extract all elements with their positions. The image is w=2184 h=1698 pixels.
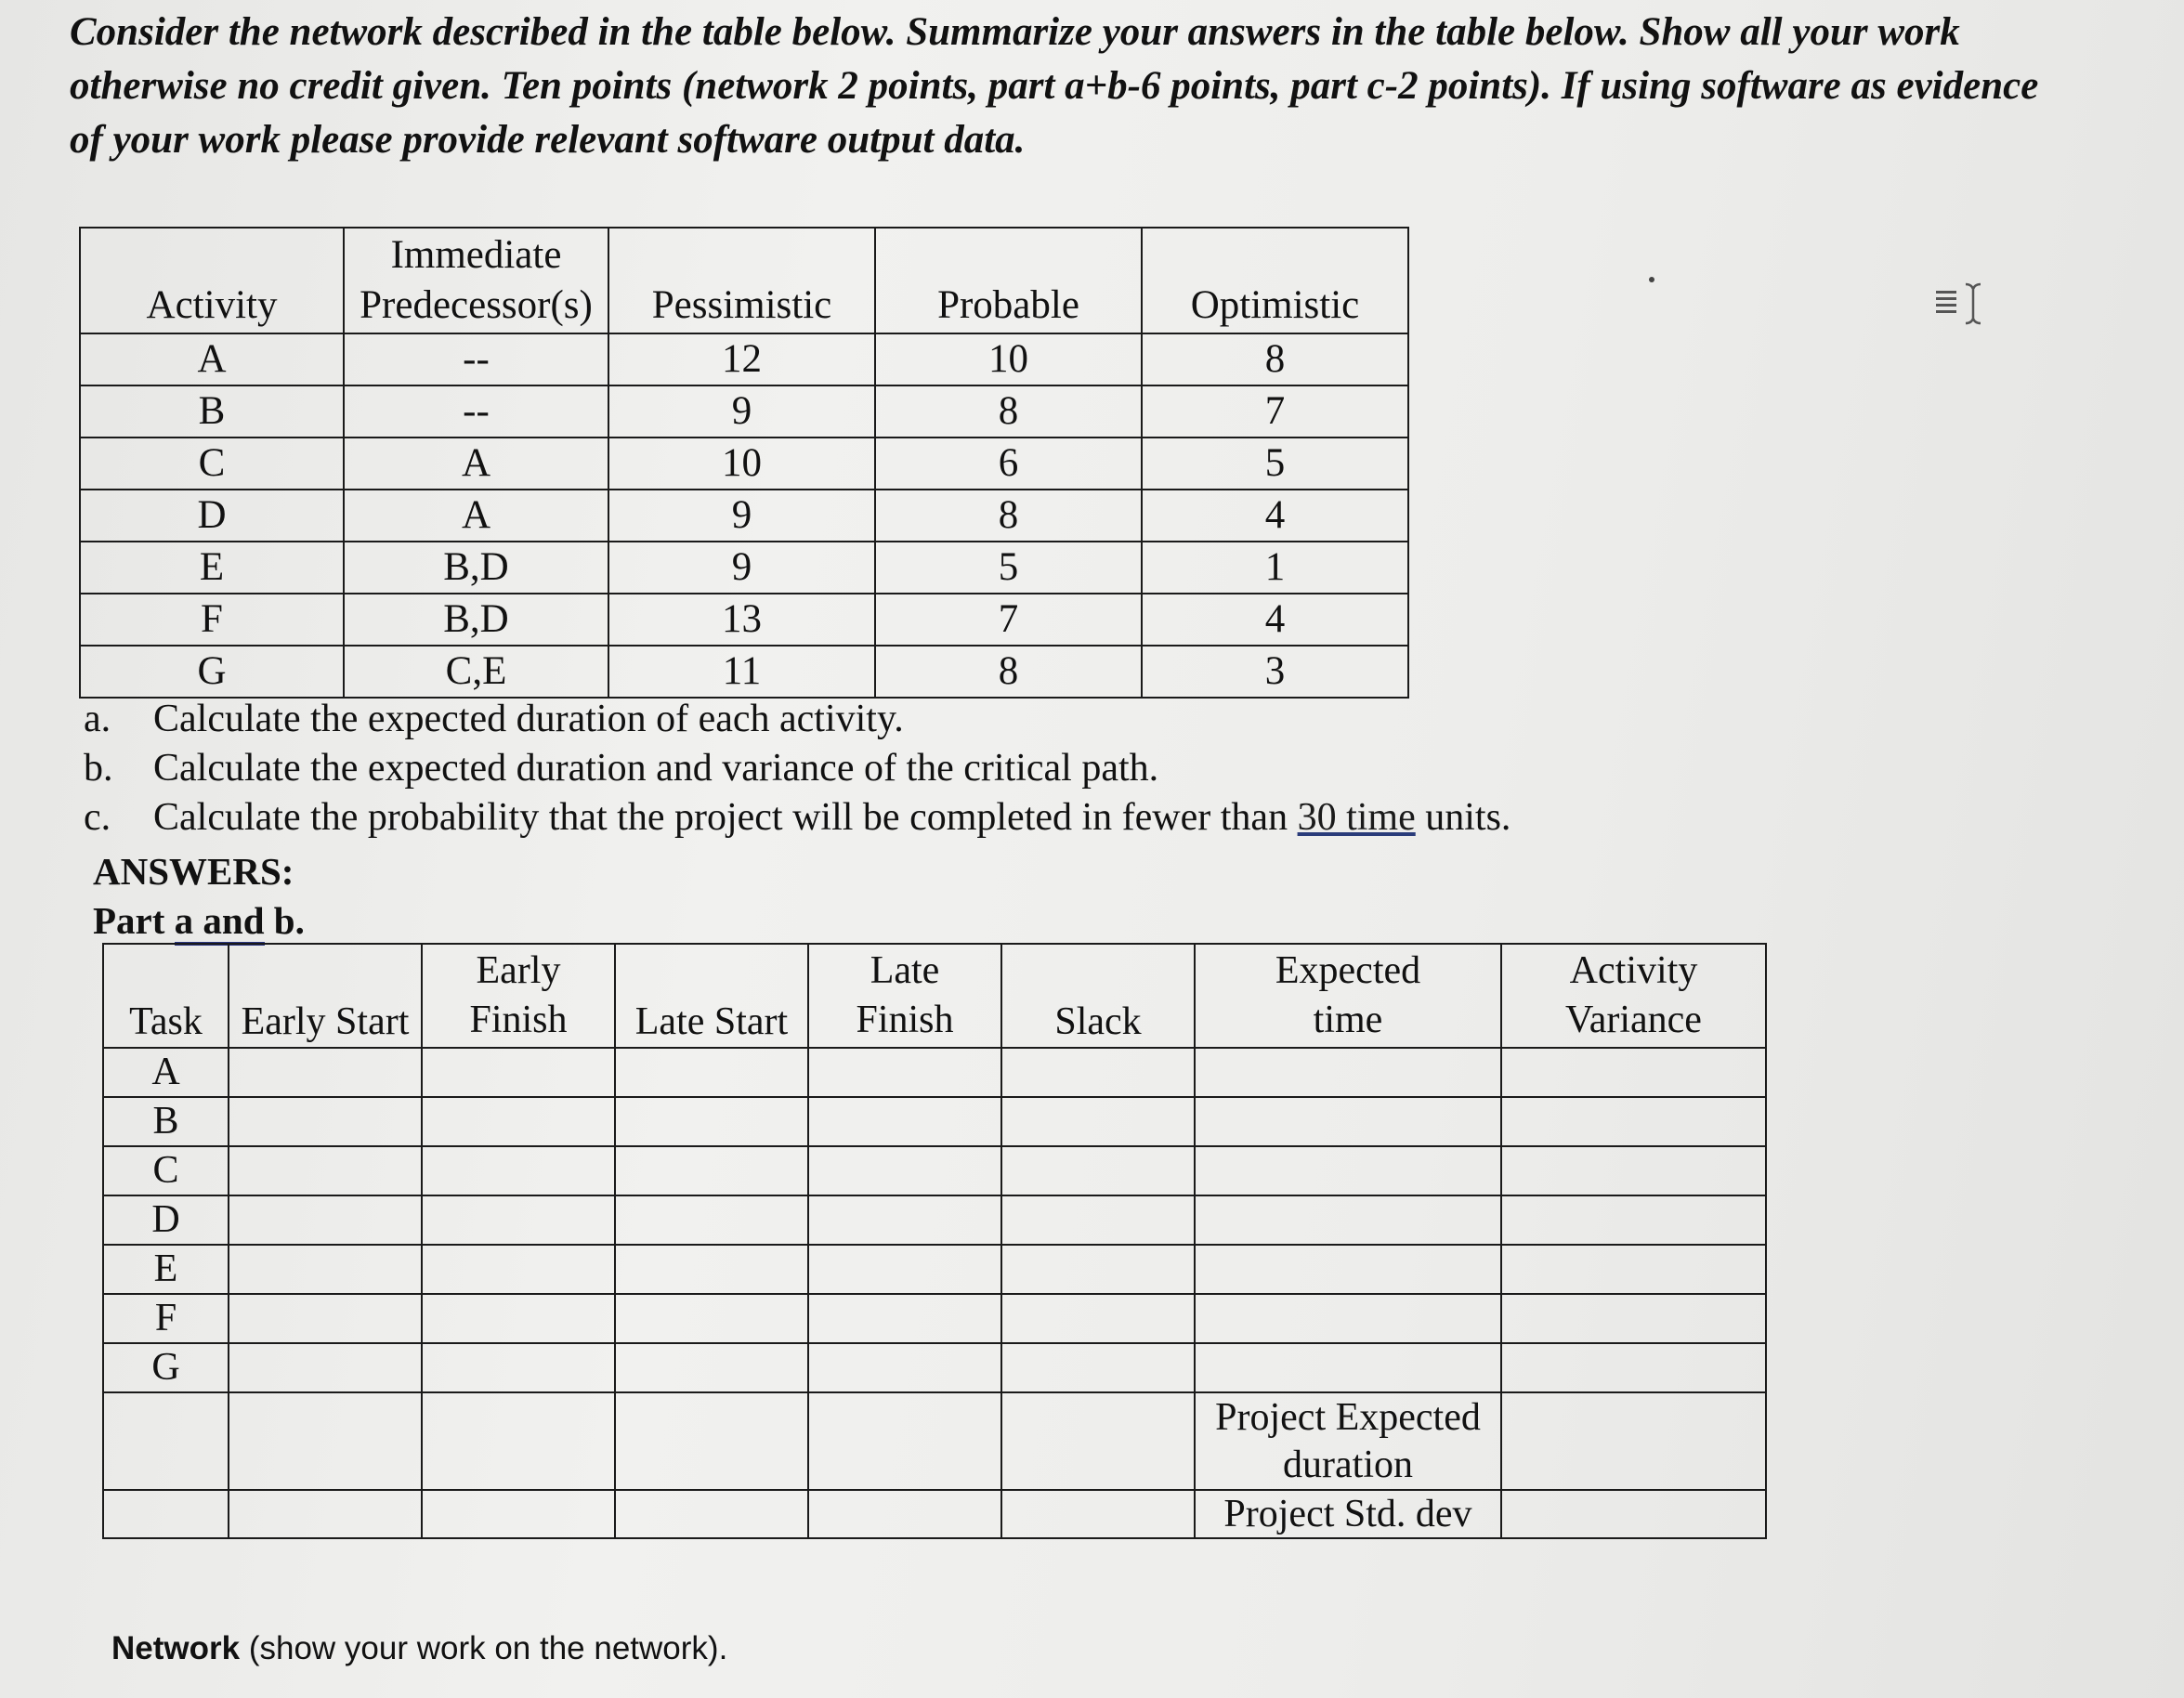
late-start-cell[interactable] (615, 1294, 808, 1343)
optimistic-header: Optimistic (1142, 228, 1408, 333)
underlined-threshold: 30 time (1297, 796, 1416, 839)
table-row (103, 1294, 1766, 1343)
predecessor-header-line1: Immediate (390, 233, 562, 277)
question-text-end: units. (1415, 796, 1511, 839)
expected-time-cell[interactable] (1195, 1097, 1501, 1146)
project-expected-line2: duration (1283, 1443, 1413, 1486)
network-note-rest: (show your work on the network). (240, 1630, 728, 1666)
empty-cell (1001, 1490, 1195, 1538)
variance-cell[interactable] (1501, 1097, 1766, 1146)
empty-cell (229, 1490, 422, 1538)
probable-cell: 5 (875, 542, 1142, 594)
probable-header: Probable (875, 228, 1142, 333)
table-row (80, 490, 1408, 542)
variance-cell[interactable] (1501, 1048, 1766, 1097)
answer-table-header-row (103, 944, 1766, 1048)
speck-mark (1649, 277, 1654, 282)
predecessor-cell: B,D (344, 594, 608, 646)
predecessor-cell: B,D (344, 542, 608, 594)
early-finish-cell[interactable] (422, 1343, 615, 1392)
activity-cell: B (80, 385, 344, 438)
task-header (103, 944, 229, 1048)
variance-line2: Variance (1565, 999, 1702, 1041)
late-start-cell[interactable] (615, 1343, 808, 1392)
slack-label: Slack (1054, 1000, 1142, 1043)
table-row (103, 1097, 1766, 1146)
late-start-cell[interactable] (615, 1097, 808, 1146)
late-start-label: Late Start (634, 1000, 789, 1043)
probable-cell: 6 (875, 438, 1142, 490)
table-row (80, 594, 1408, 646)
variance-cell[interactable] (1501, 1195, 1766, 1245)
empty-cell (808, 1490, 1001, 1538)
expected-time-cell[interactable] (1195, 1343, 1501, 1392)
early-finish-cell[interactable] (422, 1294, 615, 1343)
part-label-prefix: Part (93, 899, 175, 942)
late-finish-line1: Late (870, 949, 940, 992)
task-cell: B (103, 1097, 229, 1146)
table-row (80, 385, 1408, 438)
activity-cell: F (80, 594, 344, 646)
activity-cell: C (80, 438, 344, 490)
activity-data-table (79, 227, 1409, 699)
question-text: Calculate the probability that the project will be completed in fewer than (153, 796, 1298, 839)
question-text: Calculate the expected duration and variance of the critical path. (153, 747, 1159, 790)
project-std-dev-label: Project Std. dev (1195, 1490, 1501, 1538)
answer-table (102, 943, 1767, 1539)
pessimistic-cell: 9 (608, 385, 875, 438)
slack-cell[interactable] (1001, 1343, 1195, 1392)
table-row (103, 1146, 1766, 1195)
variance-cell[interactable] (1501, 1343, 1766, 1392)
activity-cell: D (80, 490, 344, 542)
late-start-cell[interactable] (615, 1195, 808, 1245)
slack-cell[interactable] (1001, 1097, 1195, 1146)
empty-cell (103, 1490, 229, 1538)
part-label-underlined: a and (175, 899, 265, 946)
predecessor-cell: -- (344, 385, 608, 438)
late-finish-cell[interactable] (808, 1343, 1001, 1392)
probable-cell: 10 (875, 333, 1142, 385)
early-finish-cell[interactable] (422, 1048, 615, 1097)
question-letter: b. (84, 747, 113, 790)
pessimistic-cell: 12 (608, 333, 875, 385)
empty-cell (1001, 1392, 1195, 1490)
pessimistic-cell: 9 (608, 542, 875, 594)
late-finish-header (808, 944, 1001, 1048)
optimistic-cell: 4 (1142, 594, 1408, 646)
project-std-dev-value[interactable] (1501, 1490, 1766, 1538)
table-row (80, 646, 1408, 698)
late-finish-line2: Finish (856, 999, 954, 1041)
early-start-label: Early Start (241, 1000, 410, 1043)
activity-variance-header (1501, 944, 1766, 1048)
early-finish-cell[interactable] (422, 1195, 615, 1245)
question-letter: c. (84, 796, 111, 839)
empty-cell (229, 1392, 422, 1490)
slack-cell[interactable] (1001, 1146, 1195, 1195)
probable-cell: 8 (875, 385, 1142, 438)
late-finish-cell[interactable] (808, 1048, 1001, 1097)
variance-cell[interactable] (1501, 1146, 1766, 1195)
empty-cell (103, 1392, 229, 1490)
empty-cell (808, 1392, 1001, 1490)
optimistic-cell: 3 (1142, 646, 1408, 698)
early-start-cell[interactable] (229, 1343, 422, 1392)
task-header-label: Task (129, 1000, 203, 1043)
table-row (80, 333, 1408, 385)
question-list (84, 695, 1510, 842)
predecessor-header-line2: Predecessor(s) (360, 283, 593, 327)
early-start-cell[interactable] (229, 1195, 422, 1245)
project-expected-line1: Project Expected (1215, 1395, 1481, 1439)
task-cell: G (103, 1343, 229, 1392)
task-cell: C (103, 1146, 229, 1195)
project-expected-label (1195, 1392, 1501, 1490)
table-row (103, 1343, 1766, 1392)
early-finish-cell[interactable] (422, 1146, 615, 1195)
early-finish-cell[interactable] (422, 1097, 615, 1146)
probable-cell: 8 (875, 646, 1142, 698)
variance-cell[interactable] (1501, 1294, 1766, 1343)
slack-cell[interactable] (1001, 1294, 1195, 1343)
empty-cell (615, 1490, 808, 1538)
project-std-dev-row (103, 1490, 1766, 1538)
optimistic-cell: 7 (1142, 385, 1408, 438)
predecessor-cell: A (344, 490, 608, 542)
activity-cell: E (80, 542, 344, 594)
optimistic-cell: 4 (1142, 490, 1408, 542)
expected-line2: time (1313, 999, 1383, 1041)
late-start-cell[interactable] (615, 1146, 808, 1195)
expected-line1: Expected (1275, 949, 1421, 992)
project-expected-row (103, 1392, 1766, 1490)
early-finish-header (422, 944, 615, 1048)
slack-cell[interactable] (1001, 1195, 1195, 1245)
early-start-cell[interactable] (229, 1245, 422, 1294)
variance-line1: Activity (1569, 949, 1698, 992)
predecessor-header (344, 228, 608, 333)
optimistic-cell: 8 (1142, 333, 1408, 385)
empty-cell (422, 1490, 615, 1538)
late-finish-cell[interactable] (808, 1245, 1001, 1294)
table-row (103, 1048, 1766, 1097)
variance-cell[interactable] (1501, 1245, 1766, 1294)
data-table-header-row (80, 228, 1408, 333)
early-finish-line1: Early (476, 949, 561, 992)
early-start-cell[interactable] (229, 1294, 422, 1343)
early-finish-cell[interactable] (422, 1245, 615, 1294)
late-finish-cell[interactable] (808, 1195, 1001, 1245)
task-cell: A (103, 1048, 229, 1097)
late-start-cell[interactable] (615, 1048, 808, 1097)
empty-cell (615, 1392, 808, 1490)
question-c (84, 793, 1510, 842)
activity-cell: G (80, 646, 344, 698)
activity-cell: A (80, 333, 344, 385)
activity-header: Activity (80, 228, 344, 333)
pessimistic-header: Pessimistic (608, 228, 875, 333)
network-note-bold: Network (111, 1630, 241, 1666)
slack-header (1001, 944, 1195, 1048)
early-start-cell[interactable] (229, 1048, 422, 1097)
pessimistic-cell: 11 (608, 646, 875, 698)
predecessor-cell: A (344, 438, 608, 490)
probable-cell: 8 (875, 490, 1142, 542)
predecessor-cell: -- (344, 333, 608, 385)
question-a (84, 695, 1510, 744)
table-row (80, 542, 1408, 594)
late-start-header (615, 944, 808, 1048)
table-row (103, 1245, 1766, 1294)
instructions: Consider the network described in the table below. Summarize your answers in the table below. Show all your work otherwise no credit given. Ten points (network 2 points, part a+b-6 points, part c-2 points). If using software as evidence of your work please provide relevant software output data. (70, 10, 2039, 162)
probable-cell: 7 (875, 594, 1142, 646)
expected-time-cell[interactable] (1195, 1294, 1501, 1343)
predecessor-cell: C,E (344, 646, 608, 698)
network-note (111, 1630, 727, 1667)
expected-time-header (1195, 944, 1501, 1048)
table-row (103, 1195, 1766, 1245)
optimistic-cell: 5 (1142, 438, 1408, 490)
early-finish-line2: Finish (469, 999, 568, 1041)
text-cursor-icon (1934, 281, 1990, 327)
question-text: Calculate the expected duration of each activity. (153, 698, 904, 740)
task-cell: F (103, 1294, 229, 1343)
part-label-suffix: b. (264, 899, 305, 942)
expected-time-cell[interactable] (1195, 1146, 1501, 1195)
optimistic-cell: 1 (1142, 542, 1408, 594)
early-start-header (229, 944, 422, 1048)
pessimistic-cell: 13 (608, 594, 875, 646)
late-start-cell[interactable] (615, 1245, 808, 1294)
part-label (93, 896, 305, 945)
expected-time-cell[interactable] (1195, 1245, 1501, 1294)
late-finish-cell[interactable] (808, 1146, 1001, 1195)
late-finish-cell[interactable] (808, 1294, 1001, 1343)
question-letter: a. (84, 698, 111, 740)
expected-time-cell[interactable] (1195, 1048, 1501, 1097)
empty-cell (422, 1392, 615, 1490)
project-expected-value[interactable] (1501, 1392, 1766, 1490)
early-start-cell[interactable] (229, 1146, 422, 1195)
pessimistic-cell: 10 (608, 438, 875, 490)
pessimistic-cell: 9 (608, 490, 875, 542)
question-b (84, 744, 1510, 793)
answers-heading: ANSWERS: (93, 850, 294, 893)
expected-time-cell[interactable] (1195, 1195, 1501, 1245)
task-cell: D (103, 1195, 229, 1245)
late-finish-cell[interactable] (808, 1097, 1001, 1146)
slack-cell[interactable] (1001, 1245, 1195, 1294)
early-start-cell[interactable] (229, 1097, 422, 1146)
table-row (80, 438, 1408, 490)
slack-cell[interactable] (1001, 1048, 1195, 1097)
task-cell: E (103, 1245, 229, 1294)
